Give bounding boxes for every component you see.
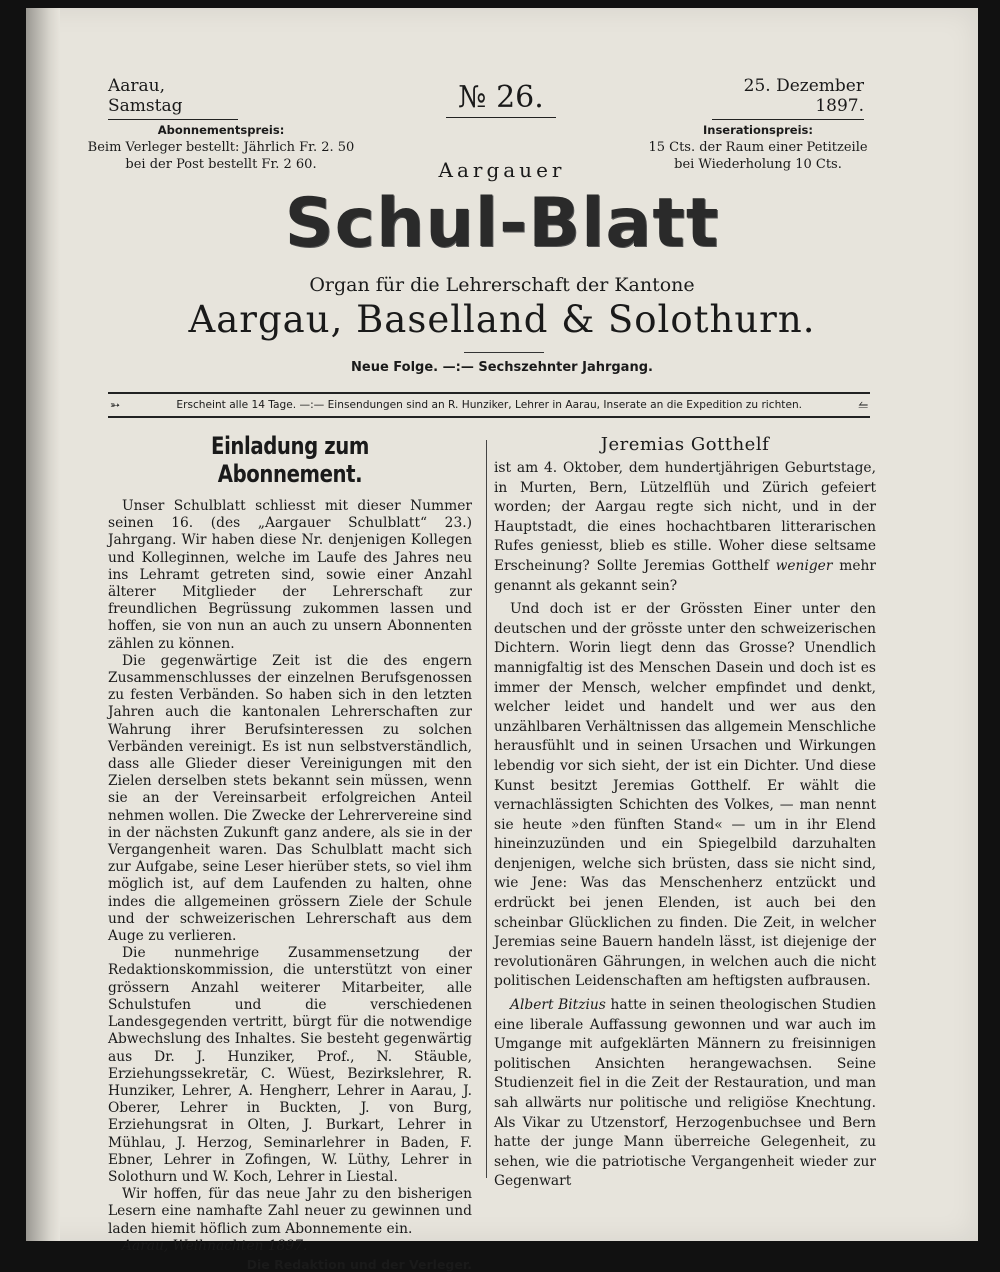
subscription-line-1: Beim Verleger bestellt: Jährlich Fr. 2. 50 — [87, 140, 355, 155]
left-paragraph: Die gegenwärtige Zeit ist die des engern Zusammenschlusses der einzelnen Berufsgenossen zu festen Verbänden. So haben sich in den letzten Jahren auch die kantonalen Lehrerschaften zur Wahrung ihrer Berufsinteressen zu solchen Verbänden vereinigt. Es ist nun selbstverständlich, dass alle Glieder dieser Vereinigungen mit den Zielen derselben stets bekannt sein müssen, wenn sie an der Vereinsarbeit erfolgreichen Anteil nehmen wollen. Die Zwecke der Lehrervereine sind in der nächsten Zukunft ganz andere, als sie in der Vergangenheit waren. Das Schulblatt macht sich zur Aufgabe, seine Leser hierüber stets, so viel ihm möglich ist, auf dem Laufenden zu halten, ohne indes die allgemeinen grössern Ziele der Schule und der schweizerischen Lehrerschaft aus dem Auge zu verlieren. — [108, 652, 472, 945]
masthead-title: Schul-Blatt — [284, 184, 720, 263]
left-signature: Die Redaktion und der Verleger. — [246, 1256, 472, 1272]
insertion-title: Inserationspreis: — [702, 123, 813, 137]
left-arrow-ornament-icon: ⥪ — [858, 398, 868, 412]
left-paragraph: Wir hoffen, für das neue Jahr zu den bisherigen Lesern eine namhafte Zahl neuer zu gewinnen und laden hiemit höflich zum Abonnemente ein. — [108, 1186, 472, 1237]
right-p1-text-end: mehr genannt als gekannt sein? — [494, 557, 876, 594]
right-arrow-ornament-icon: ➳ — [110, 398, 121, 412]
left-place-date: Aarau, Weihnachten 1897. — [122, 1237, 308, 1254]
left-paragraph: Unser Schulblatt schliesst mit dieser Nummer seinen 16. (des „Aargauer Schulblatt“ 23.) Jahrgang. Wir haben diese Nr. denjenigen Kollegen und Kolleginnen, welche im Laufe des Jahres neu ins Lehramt getreten sind, sowie einer Anzahl älterer Mitglieder der Lehrerschaft zur freundlichen Begrüssung zukommen lassen und hoffen, sie von nun an auch zu unsern Abonnenten zählen zu können. — [108, 498, 472, 652]
left-article-headline: Einladung zum Abonnement. — [211, 432, 369, 488]
left-article — [108, 432, 472, 1272]
right-p1-emphasis: weniger — [775, 557, 833, 574]
masthead-kicker: Aargauer — [438, 158, 566, 182]
series-line: Neue Folge. —:— Sechszehnter Jahrgang. — [351, 360, 653, 375]
masthead-organ: Organ für die Lehrerschaft der Kantone — [309, 274, 695, 296]
series-rule — [464, 352, 544, 353]
right-p1-text: ist am 4. Oktober, dem hundertjährigen Geburtstage, in Murten, Bern, Lützelflüh und Zürich gefeiert worden; der Aargau regte sich nicht, und in der Hauptstadt, die eines hochachtbaren litterarischen Rufes geniesst, blieb es stille. Woher diese seltsame Erscheinung? Sollte Jeremias Gotthelf — [494, 460, 876, 574]
masthead-cantons: Aargau, Baselland & Solothurn. — [188, 298, 816, 341]
issue-number: № 26. — [446, 80, 556, 118]
subscription-title: Abonnementspreis: — [157, 123, 285, 137]
right-paragraph-1 — [494, 459, 876, 596]
info-bar — [108, 392, 870, 418]
info-bar-text: Erscheint alle 14 Tage. —:— Einsendungen sind an R. Hunziker, Lehrer in Aarau, Inserate an die Expedition zu richten. — [176, 399, 803, 411]
right-article — [494, 434, 876, 1192]
issue-date: 25. Dezember 1897. — [712, 76, 864, 120]
column-divider — [486, 440, 487, 1178]
insertion-line-2: bei Wiederholung 10 Cts. — [674, 157, 842, 172]
newspaper-page — [26, 8, 978, 1272]
right-paragraph-2: Und doch ist er der Grössten Einer unter den deutschen und der grösste unter den schweizerischen Dichtern. Worin liegt denn das Grosse? Unendlich mannigfaltig ist des Menschen Dasein und doch ist es immer der Mensch, welcher empfindet und denkt, welcher leidet und handelt und wer aus den unzählbaren Verhältnissen das allgemein Menschliche herausfühlt und in seinen Ursachen und Wirkungen lebendig vor sich sieht, der ist ein Dichter. Und diese Kunst besitzt Jeremias Gotthelf. Er wählt die vernachlässigten Schichten des Volkes, — man nennt sie heute »den fünften Stand« — um in ihr Elend hineinzuzünden und ein Spiegelbild darzuhalten denjenigen, welche sich brüsten, dass sie nicht sind, wie Jene: Was das Menschenherz entzückt und erdrückt bei jenen Elenden, ist auch bei den scheinbar Glücklichen zu finden. Die Zeit, in welcher Jeremias seine Bauern handeln lässt, ist diejenige der revolutionären Gährungen, in welchen auch die nicht politischen Leidenschaften am heftigsten aufbrausen. — [494, 601, 876, 990]
right-article-title: Jeremias Gotthelf — [600, 434, 770, 455]
insertion-line-1: 15 Cts. der Raum einer Petitzeile — [648, 140, 868, 155]
place-day: Aarau, Samstag — [108, 76, 238, 120]
right-p3-text: hatte in seinen theologischen Studien eine liberale Auffassung gewonnen und war auch im Umgange mit aufgeklärten Männern zu freisinnigen politischen Ansichten herangewachsen. Seine Studienzeit fiel in die Zeit der Restauration, und man sah allwärts nur politische und religiöse Knechtung. Als Vikar zu Utzenstorf, Herzogenbuchsee und Bern hatte der junge Mann überreiche Gelegenheit, zu sehen, wie die patriotische Vergangenheit wieder zur Gegenwart — [494, 997, 876, 1190]
left-paragraph: Die nunmehrige Zusammensetzung der Redaktionskommission, die unterstützt von einer grössern Anzahl weiterer Mitarbeiter, alle Schulstufen und die verschiedenen Landesgegenden vertritt, bürgt für die notwendige Abwechslung des Inhaltes. Sie besteht gegenwärtig aus Dr. J. Hunziker, Prof., N. Stäuble, Erziehungssekretär, C. Wüest, Bezirkslehrer, R. Hunziker, Lehrer, A. Hengherr, Lehrer in Aarau, J. Oberer, Lehrer in Buckten, J. von Burg, Erziehungsrat in Olten, J. Burkart, Lehrer in Mühlau, J. Herzog, Seminarlehrer in Baden, F. Ebner, Lehrer in Zofingen, W. Lüthy, Lehrer in Solothurn und W. Koch, Lehrer in Liestal. — [108, 945, 472, 1185]
subscription-line-2: bei der Post bestellt Fr. 2 60. — [125, 157, 317, 172]
right-p3-name: Albert Bitzius — [510, 997, 606, 1014]
right-paragraph-3 — [494, 996, 876, 1192]
